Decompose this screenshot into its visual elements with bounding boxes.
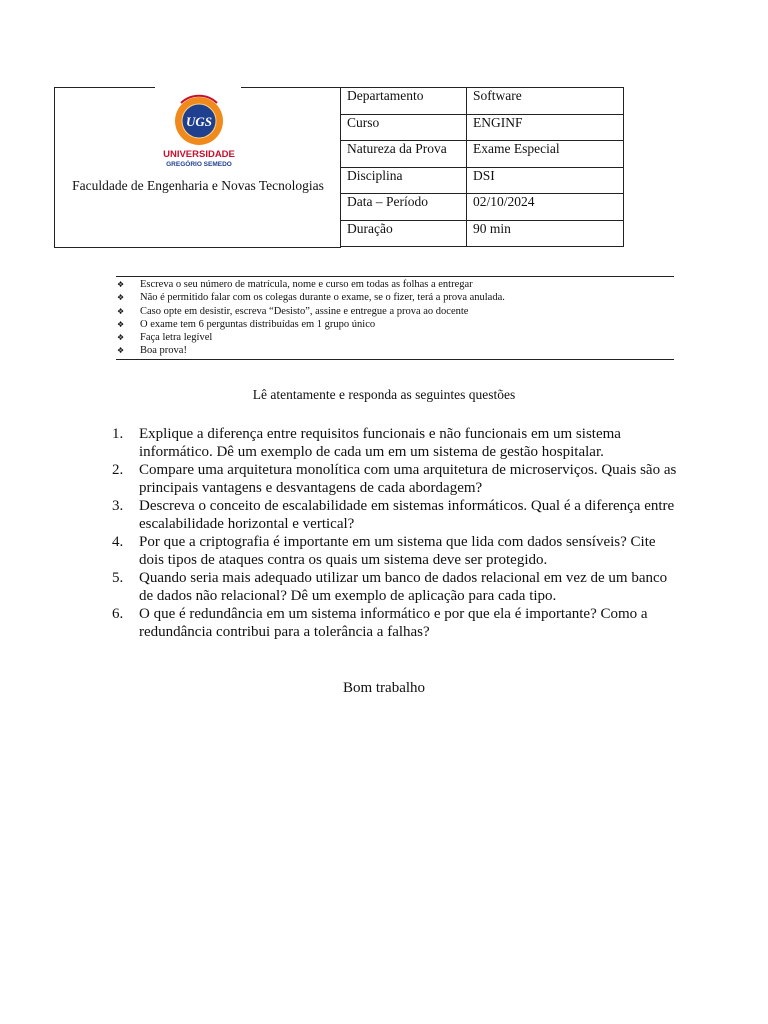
info-value: 90 min bbox=[467, 220, 624, 247]
info-label: Data – Período bbox=[341, 194, 467, 221]
info-row bbox=[341, 194, 624, 221]
question-text: Descreva o conceito de escalabilidade em sistemas informáticos. Qual é a diferença entre escalabilidade horizontal e vertical? bbox=[139, 498, 675, 532]
logo-monogram: UGS bbox=[185, 114, 213, 129]
rule-text: Escreva o seu número de matrícula, nome e curso em todas as folhas a entregar bbox=[140, 279, 473, 290]
logo-title: UNIVERSIDADE bbox=[163, 149, 235, 160]
rule-text: Caso opte em desistir, escreva “Desisto”, assine e entregue a prova ao docente bbox=[140, 305, 469, 317]
info-value: Software bbox=[467, 88, 624, 115]
info-label: Curso bbox=[341, 114, 467, 141]
diamond-bullet-icon: ❖ bbox=[117, 346, 125, 356]
info-label: Departamento bbox=[341, 88, 467, 115]
rules-list bbox=[116, 276, 674, 360]
info-label: Disciplina bbox=[341, 167, 467, 194]
faculty-cell bbox=[54, 87, 341, 248]
diamond-bullet-icon: ❖ bbox=[117, 306, 125, 316]
rule-item bbox=[116, 318, 674, 331]
info-row bbox=[341, 141, 624, 168]
divider bbox=[241, 87, 342, 88]
diamond-bullet-icon: ❖ bbox=[117, 319, 125, 329]
info-row bbox=[341, 88, 624, 115]
info-value: ENGINF bbox=[467, 114, 624, 141]
exam-info-table bbox=[340, 87, 624, 247]
info-row bbox=[341, 167, 624, 194]
info-row bbox=[341, 220, 624, 247]
info-row bbox=[341, 114, 624, 141]
question-item bbox=[112, 461, 682, 497]
question-text: Por que a criptografia é importante em um sistema que lida com dados sensíveis? Cite dois tipos de ataques contra os quais um sistema deve ser protegido. bbox=[139, 534, 656, 568]
question-item bbox=[112, 497, 682, 533]
rule-item bbox=[116, 344, 674, 357]
faculty-name: Faculdade de Engenharia e Novas Tecnologias bbox=[72, 178, 324, 193]
question-text: O que é redundância em um sistema informático e por que ela é importante? Como a redundância contribui para a tolerância a falhas? bbox=[139, 606, 648, 640]
rule-item bbox=[116, 331, 674, 344]
question-item bbox=[112, 569, 682, 605]
rule-text: Faça letra legível bbox=[140, 332, 213, 344]
info-label: Duração bbox=[341, 220, 467, 247]
question-number: 1. bbox=[112, 426, 124, 442]
question-item bbox=[112, 533, 682, 569]
rule-item bbox=[116, 305, 674, 318]
university-logo bbox=[159, 91, 239, 173]
info-value: 02/10/2024 bbox=[467, 194, 624, 221]
diamond-bullet-icon: ❖ bbox=[117, 333, 125, 343]
rule-item bbox=[116, 291, 674, 304]
questions-list bbox=[112, 425, 682, 641]
question-item bbox=[112, 425, 682, 461]
logo-subtitle: GREGÓRIO SEMEDO bbox=[166, 161, 232, 168]
question-item bbox=[112, 605, 682, 641]
rule-text: Boa prova! bbox=[140, 345, 187, 357]
info-value: DSI bbox=[467, 167, 624, 194]
rule-item bbox=[116, 278, 674, 291]
exam-header bbox=[54, 87, 631, 249]
question-text: Explique a diferença entre requisitos funcionais e não funcionais em um sistema informático. Dê um exemplo de cada um em um sistema de gestão hospitalar. bbox=[139, 426, 621, 460]
diamond-bullet-icon: ❖ bbox=[117, 293, 125, 303]
question-number: 5. bbox=[112, 570, 124, 586]
diamond-bullet-icon: ❖ bbox=[117, 280, 125, 289]
info-label: Natureza da Prova bbox=[341, 141, 467, 168]
divider bbox=[55, 87, 155, 88]
closing-text: Bom trabalho bbox=[342, 680, 426, 696]
question-text: Compare uma arquitetura monolítica com uma arquitetura de microserviços. Quais são as principais vantagens e desvantagens de cada abordagem? bbox=[139, 462, 677, 496]
question-number: 3. bbox=[112, 498, 124, 514]
question-number: 2. bbox=[112, 462, 124, 478]
question-number: 4. bbox=[112, 534, 124, 550]
rule-text: Não é permitido falar com os colegas durante o exame, se o fizer, terá a prova anulada. bbox=[140, 292, 505, 304]
rule-text: O exame tem 6 perguntas distribuídas em 1 grupo único bbox=[140, 318, 376, 330]
instructions-heading: Lê atentamente e responda as seguintes questões bbox=[252, 387, 516, 402]
question-number: 6. bbox=[112, 606, 124, 622]
question-text: Quando seria mais adequado utilizar um banco de dados relacional em vez de um banco de dados não relacional? Dê um exemplo de aplicação para cada tipo. bbox=[139, 570, 668, 604]
info-value: Exame Especial bbox=[467, 141, 624, 168]
